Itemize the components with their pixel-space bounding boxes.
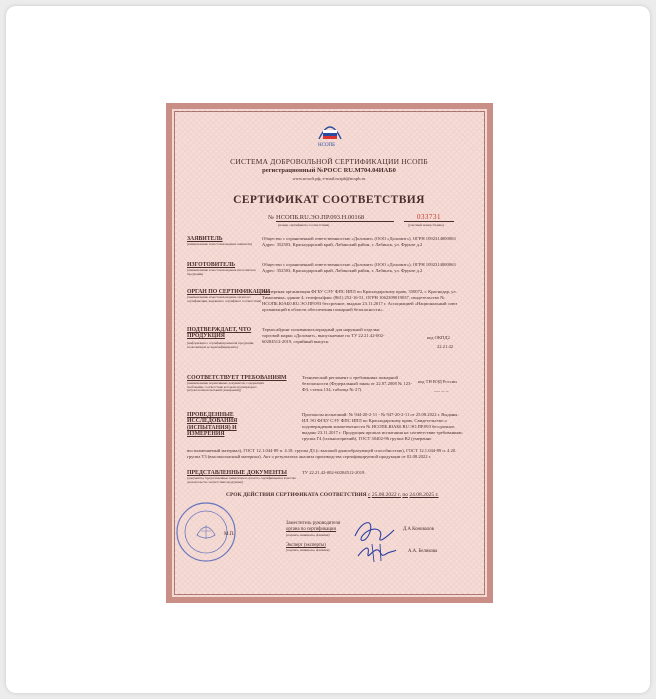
okpd-code-label: код ОКПД2 [427,335,450,340]
tests-text-continued: воспламеняемый материал), ГОСТ 12.1.044-89 п. 4.18. группа Д3 (с высокой дымообразующей способностью), ГОСТ 12.1.044-89 п. 4.20. группа Т3 (высокоопасный материал). Акт о результатах анализа производства сертифицируемой продукции от 02.08.2022 г. [187,448,457,459]
documents-label: ПРЕДСТАВЛЕННЫЕ ДОКУМЕНТЫ [187,470,287,476]
expert-signature-block [286,543,330,552]
manufacturer-sublabel: (наименование и местонахождение изготовителя продукции) [187,268,256,276]
product-confirms-label: ПОДТВЕРЖДАЕТ, ЧТО ПРОДУКЦИЯ [187,327,252,340]
tnved-code-label: код ТН ВЭД России [418,379,457,384]
period-to-prefix: по [402,492,409,498]
head-name: Д.А Коновалов [403,527,434,532]
registration-number: регистрационный №РОСС RU.М704.04ИАБ0 [262,167,396,174]
applicant-text: Общество с ограниченной ответственностью «Доломит» (ООО «Доломит»), ОГРН 1092314000063 Адрес: 352503, Краснодарский край, Лабинский район, г. Лабинск, ул. Фрунзе д.2 [262,236,456,247]
complies-text: Технический регламент о требованиях пожарной безопасности (Федеральный закон от 22.07.2008 № 123-ФЗ, статья 134, таблица № 27). [302,375,412,392]
head-title-org: органа по сертификации [286,527,337,533]
head-title: Заместитель руководителя [286,521,341,526]
product-description: Термосайдинг поливинилхлоридный для наружной отделки торговой марки «Доломит», выпускаемые по ТУ 22.21.42-002-60284512-2019, серийный выпуск. [262,327,385,344]
certificate [166,103,493,603]
serial-note: (учетный номер бланка) [408,223,444,227]
applicant-label: ЗАЯВИТЕЛЬ [187,236,223,242]
handwritten-signatures [350,514,400,564]
website-contacts: www.ncsofi.pф, e-mail:ncspb@ncspb.ru [292,176,366,181]
documents-sublabel: (документы, представленные заявителем в орган по сертификации в качестве доказательств соответствия продукции) [187,476,296,484]
expert-signature-note: (подпись, инициалы, фамилия) [286,548,330,552]
validity-period [226,492,439,498]
certification-body-label: ОРГАН ПО СЕРТИФИКАЦИИ [187,289,271,295]
number-sign: № [268,215,274,221]
period-to-date: 24.08.2025 г. [409,492,439,498]
logo-text: НСОПБ [318,143,336,148]
tests-label: ПРОВЕДЕННЫЕ ИССЛЕДОВАНИЯ (ИСПЫТАНИЯ) И ИЗМЕРЕНИЯ [187,412,238,438]
certification-body-sublabel: (наименование и местонахождение органа по сертификации, выдавшего сертификат соответствия) [187,295,262,303]
manufacturer-text: Общество с ограниченной ответственностью «Доломит» (ООО «Доломит»), ОГРН 1092314000063 Адрес: 352503, Краснодарский край, Лабинский район, г. Лабинск, ул. Фрунзе д.2 [262,262,456,273]
manufacturer-label: ИЗГОТОВИТЕЛЬ [187,262,236,268]
nsopb-logo-icon [317,121,343,143]
number-note: (номер сертификата соответствия) [278,223,330,227]
expert-title: Эксперт (эксперты) [286,543,326,548]
documents-text: ТУ 22.21.42-002-60284512-2019. [302,470,366,475]
blank-serial-number: 033731 [404,213,454,222]
tnved-code-value: ---- -- -- [434,389,449,394]
complies-label: СООТВЕТСТВУЕТ ТРЕБОВАНИЯМ [187,375,287,381]
applicant-sublabel: (наименование и местонахождение заявителя) [187,242,252,246]
certification-body-text: Экспертная организация ФГБУ СЭУ ФПС ИПЛ по Краснодарскому краю, 350072, г. Краснодар, ул. Тимошенка, здание 4, телефон/факс (861) 252-16-51, ОГРН 1062309019037, свидетельство № НСОПБ.ЮАБ0.RU.ЭО.ПР.093 бессрочное, выдано 23.11.2017 г. Ассоциацией «Национальный союз организаций в области обеспечения пожарной безопасности». [262,289,458,312]
certification-system-name: СИСТЕМА ДОБРОВОЛЬНОЙ СЕРТИФИКАЦИИ НСОПБ [230,157,428,166]
expert-name: А.А. Беликова [408,549,438,554]
period-from-prefix: с [367,492,371,498]
validity-period-label: СРОК ДЕЙСТВИЯ СЕРТИФИКАТА СООТВЕТСТВИЯ [226,492,367,498]
stamp-mark: М.П. [224,532,235,537]
head-signature-block [286,521,340,538]
period-from-date: 25.08.2022 г. [371,492,401,498]
certificate-number: НСОПБ.RU.ЭО.ПР.093.Н.00168 [276,214,394,222]
complies-sublabel: (наименование нормативных документов, содержащих требования, соответствие которым подтверждено результатами испытаний (измерений)) [187,381,265,393]
okpd-code-value: 22.21.42 [437,344,454,349]
certificate-title: СЕРТИФИКАТ СООТВЕТСТВИЯ [233,194,425,206]
head-signature-note: (подпись, инициалы, фамилия) [286,533,330,538]
product-confirms-sublabel: (информация о сертифицированной продукции, позволяющая ее идентифицировать) [187,341,255,349]
tests-text: Протоколы испытаний: № 944-20-2-11 - № 947-20-2-11 от 25.08.2022 г. Выданы: ИЛ ЭО ФГБУ СЭУ ФПС ИПЛ по Краснодарскому краю, Свидетельство о подтверждении компетентности № НСОПБ.ЮАБ0.RU.ЭО.ПР.093 бессрочное, выдано 23.11.2017 г. Продукция прошла испытания на соответствие требованиям: группа Г4 (сильногорючий), ГОСТ 30402-96 группа В2 (умеренно [302,412,463,441]
